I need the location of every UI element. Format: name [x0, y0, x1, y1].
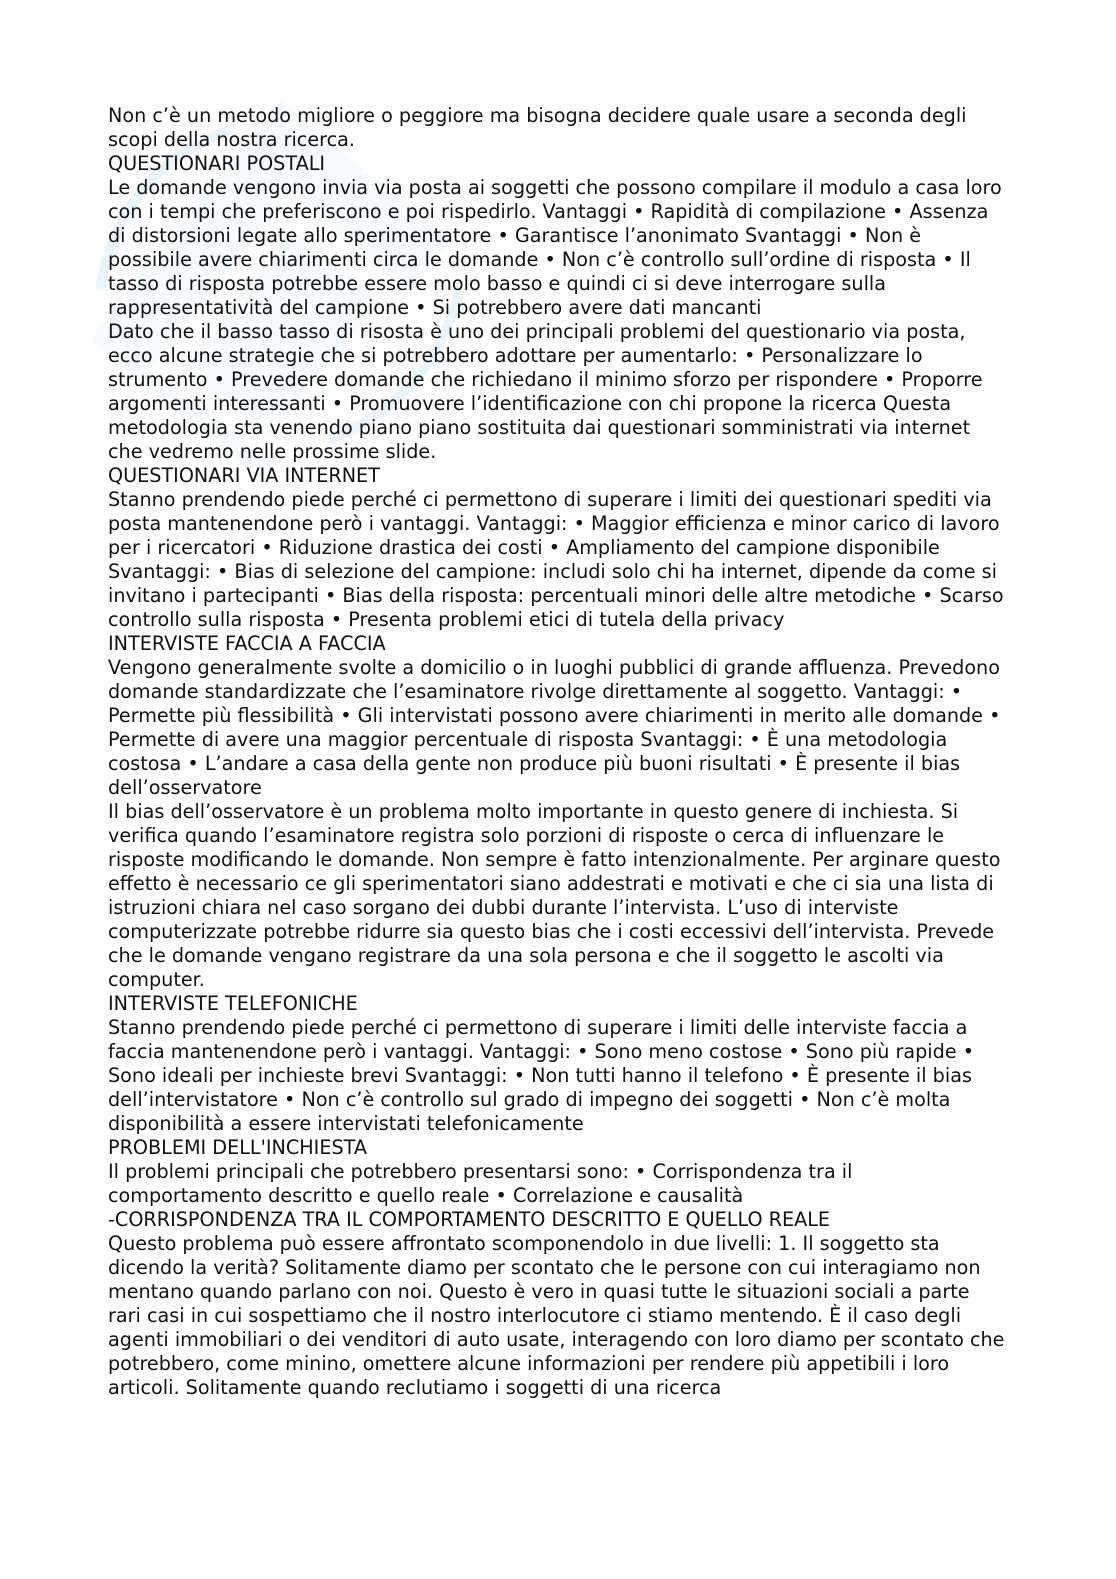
heading-corrispondenza: -CORRISPONDENZA TRA IL COMPORTAMENTO DESCRITTO E QUELLO REALE	[108, 1208, 831, 1231]
heading-interviste-faccia: INTERVISTE FACCIA A FACCIA	[108, 632, 386, 655]
paragraph-interviste-faccia: Vengono generalmente svolte a domicilio o in luoghi pubblici di grande affluenza. Prevedono domande standardizzate che l’esaminatore rivolge direttamente al soggetto. Vantaggi: • Permette più flessibilità • Gli intervistati possono avere chiarimenti in merito alle domande • Permette di avere una maggior percentuale di risposta Svantaggi: • È una metodologia costosa • L’andare a casa della gente non produce più buoni risultati • È presente il bias dell’osservatore	[108, 656, 1001, 799]
paragraph-corrispondenza: Questo problema può essere affrontato scomponendolo in due livelli: 1. Il soggetto sta dicendo la verità? Solitamente diamo per scontato che le persone con cui interagiamo non mentano quando parlano con noi. Questo è vero in quasi tutte le situazioni sociali a parte rari casi in cui sospettiamo che il nostro interlocutore ci stiamo mentendo. È il caso degli agenti immobiliari o dei venditori di auto usate, interagendo con loro diamo per scontato che potrebbero, come minino, omettere alcune informazioni per rendere più appetibili i loro articoli. Solitamente quando reclutiamo i soggetti di una ricerca	[108, 1232, 1005, 1399]
paragraph-questionari-internet: Stanno prendendo piede perché ci permettono di superare i limiti dei questionari spediti via posta mantenendone però i vantaggi. Vantaggi: • Maggior efficienza e minor carico di lavoro per i ricercatori • Riduzione drastica dei costi • Ampliamento del campione disponibile Svantaggi: • Bias di selezione del campione: includi solo chi ha internet, dipende da come si invitano i partecipanti • Bias della risposta: percentuali minori delle altre metodiche • Scarso controllo sulla risposta • Presenta problemi etici di tutela della privacy	[108, 488, 1004, 631]
heading-questionari-internet: QUESTIONARI VIA INTERNET	[108, 464, 380, 487]
paragraph-intro: Non c’è un metodo migliore o peggiore ma bisogna decidere quale usare a seconda degli scopi della nostra ricerca.	[108, 104, 967, 151]
heading-interviste-telefoniche: INTERVISTE TELEFONICHE	[108, 992, 358, 1015]
paragraph-questionari-postali: Le domande vengono invia via posta ai soggetti che possono compilare il modulo a casa loro con i tempi che preferiscono e poi rispedirlo. Vantaggi • Rapidità di compilazione • Assenza di distorsioni legate allo sperimentatore • Garantisce l’anonimato Svantaggi • Non è possibile avere chiarimenti circa le domande • Non c’è controllo sull’ordine di risposta • Il tasso di risposta potrebbe essere molo basso e quindi ci si deve interrogare sulla rappresentatività del campione • Si potrebbero avere dati mancanti	[108, 176, 1002, 319]
paragraph-interviste-telefoniche: Stanno prendendo piede perché ci permettono di superare i limiti delle interviste faccia a faccia mantenendone però i vantaggi. Vantaggi: • Sono meno costose • Sono più rapide • Sono ideali per inchieste brevi Svantaggi: • Non tutti hanno il telefono • È presente il bias dell’intervistatore • Non c’è controllo sul grado di impegno dei soggetti • Non c’è molta disponibilità a essere intervistati telefonicamente	[108, 1016, 975, 1135]
paragraph-bias-osservatore: Il bias dell’osservatore è un problema molto importante in questo genere di inchiesta. Si verifica quando l’esaminatore registra solo porzioni di risposte o cerca di influenzare le risposte modificando le domande. Non sempre è fatto intenzionalmente. Per arginare questo effetto è necessario ce gli sperimentatori siano addestrati e motivati e che ci sia una lista di istruzioni chiara nel caso sorgano dei dubbi durante l’intervista. L’uso di interviste computerizzate potrebbe ridurre sia questo bias che i costi eccessivi dell’intervista. Prevede che le domande vengano registrare da una sola persona e che il soggetto le ascolti via computer.	[108, 800, 1001, 991]
paragraph-problemi-inchiesta: Il problemi principali che potrebbero presentarsi sono: • Corrispondenza tra il comportamento descritto e quello reale • Correlazione e causalità	[108, 1160, 853, 1207]
paragraph-tasso-risposta: Dato che il basso tasso di risosta è uno dei principali problemi del questionario via posta, ecco alcune strategie che si potrebbero adottare per aumentarlo: • Personalizzare lo strumento • Prevedere domande che richiedano il minimo sforzo per rispondere • Proporre argomenti interessanti • Promuovere l’identificazione con chi propone la ricerca Questa metodologia sta venendo piano piano sostituita dai questionari somministrati via internet che vedremo nelle prossime slide.	[108, 320, 983, 463]
heading-problemi-inchiesta: PROBLEMI DELL'INCHIESTA	[108, 1136, 368, 1159]
heading-questionari-postali: QUESTIONARI POSTALI	[108, 152, 326, 175]
document-text	[108, 104, 1008, 1400]
